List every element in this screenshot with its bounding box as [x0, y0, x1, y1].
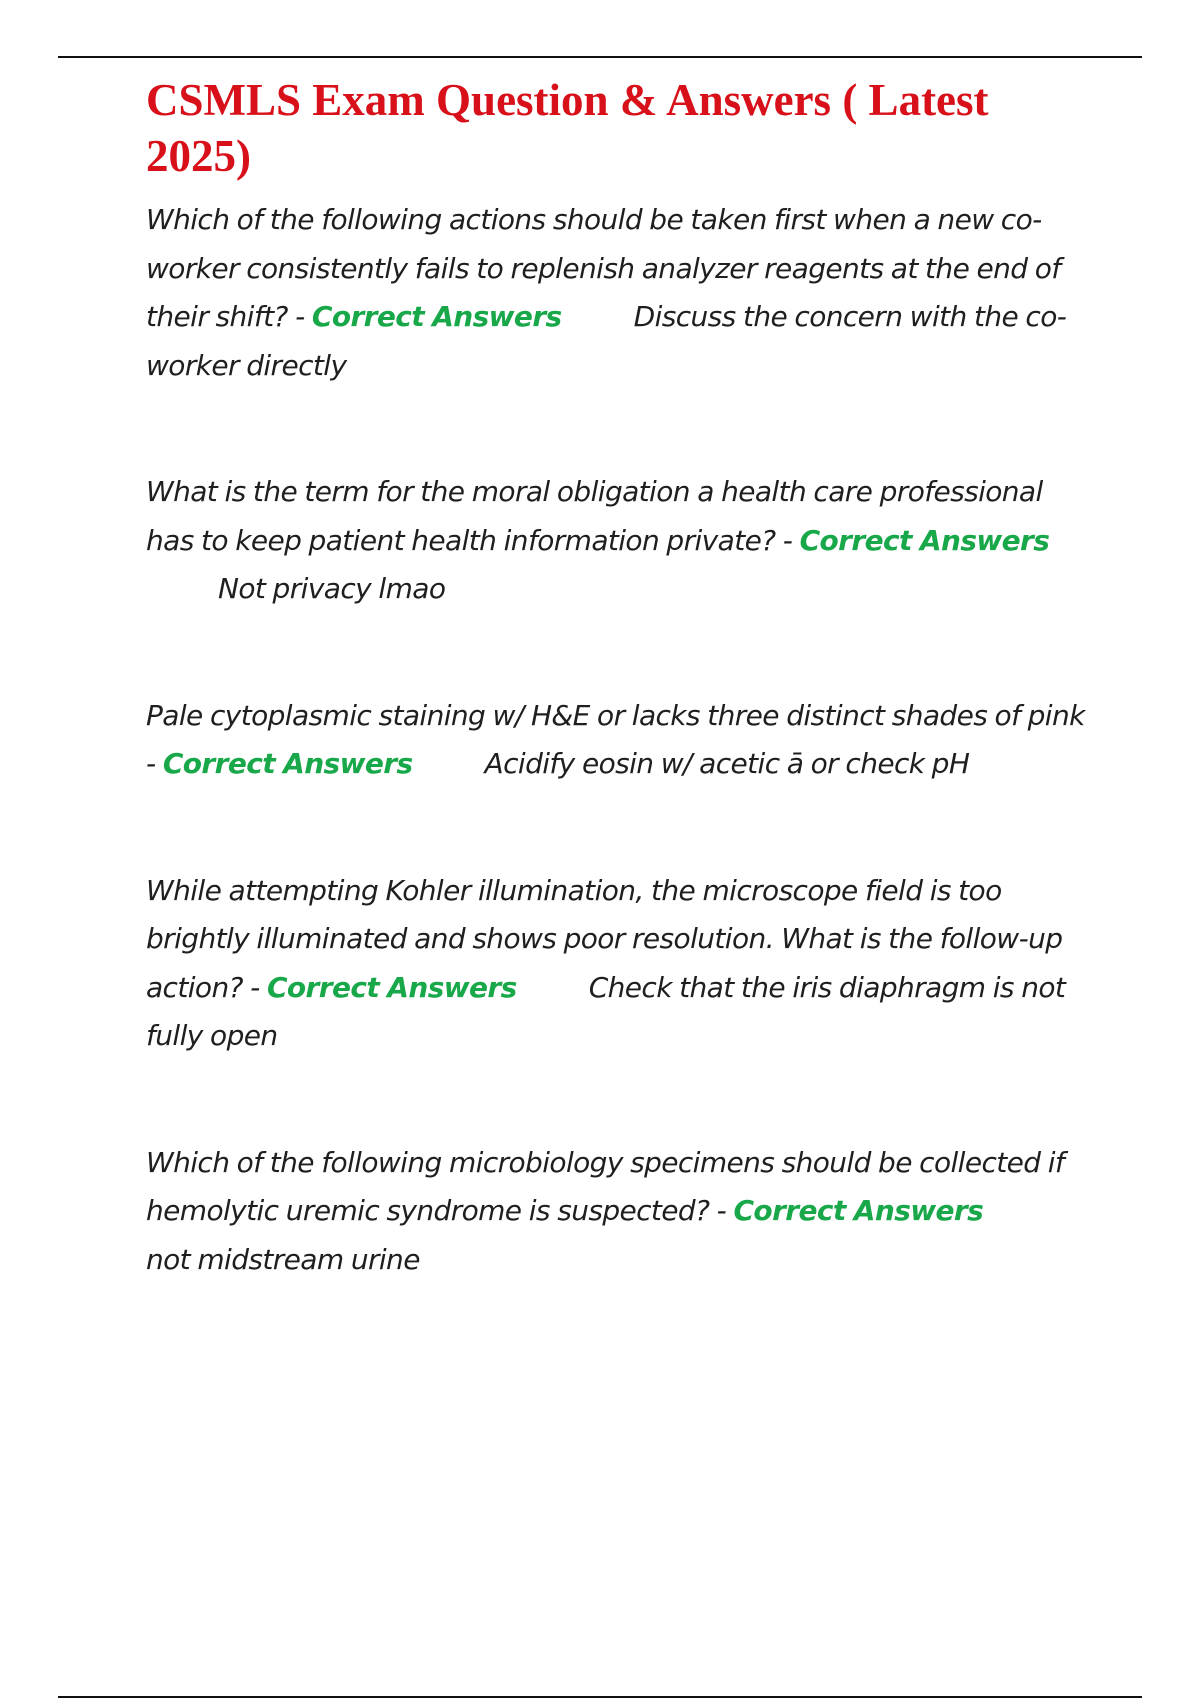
answer-label: Correct Answers — [799, 523, 1050, 557]
question-text: Which of the following actions should be taken first when a new co-worker consistently fails to replenish analyzer reagents at the end of their shift? — [146, 203, 1061, 333]
answer-label: Correct Answers — [162, 747, 413, 780]
answer-text: Discuss the concern with the co-worker directly — [146, 300, 1067, 382]
separator: - — [146, 747, 163, 780]
question-text: What is the term for the moral obligation a health care professional has to keep patient health information private? — [146, 475, 1043, 557]
separator: - — [242, 970, 267, 1004]
answer-text: Acidify eosin w/ acetic ā or check pH — [484, 747, 970, 780]
separator: - — [287, 300, 312, 333]
question-text: While attempting Kohler illumination, the microscope field is too brightly illuminated and shows poor resolution. What is the follow-up action? — [146, 873, 1063, 1004]
qa-item-5 — [146, 1139, 1086, 1285]
answer-label: Correct Answers — [266, 970, 517, 1004]
answer-text: Not privacy lmao — [218, 572, 446, 605]
header-rule — [58, 56, 1142, 58]
question-text: Pale cytoplasmic staining w/ H&E or lacks three distinct shades of pink — [146, 698, 1085, 732]
qa-item-4 — [146, 867, 1086, 1061]
answer-label: Correct Answers — [311, 300, 562, 333]
qa-item-1 — [146, 196, 1086, 390]
answer-text: Check that the iris diaphragm is not fully open — [146, 970, 1066, 1052]
question-text: Which of the following microbiology specimens should be collected if hemolytic uremic syndrome is suspected? — [146, 1145, 1065, 1227]
answer-text: not midstream urine — [146, 1242, 420, 1276]
document-body — [146, 72, 1086, 1362]
separator: - — [709, 1194, 734, 1227]
footer-rule — [58, 1696, 1142, 1698]
qa-item-2 — [146, 468, 1086, 614]
qa-item-3 — [146, 692, 1086, 789]
answer-label: Correct Answers — [733, 1194, 984, 1227]
page-title: CSMLS Exam Question & Answers ( Latest 2025) — [146, 75, 989, 181]
separator: - — [775, 523, 800, 557]
